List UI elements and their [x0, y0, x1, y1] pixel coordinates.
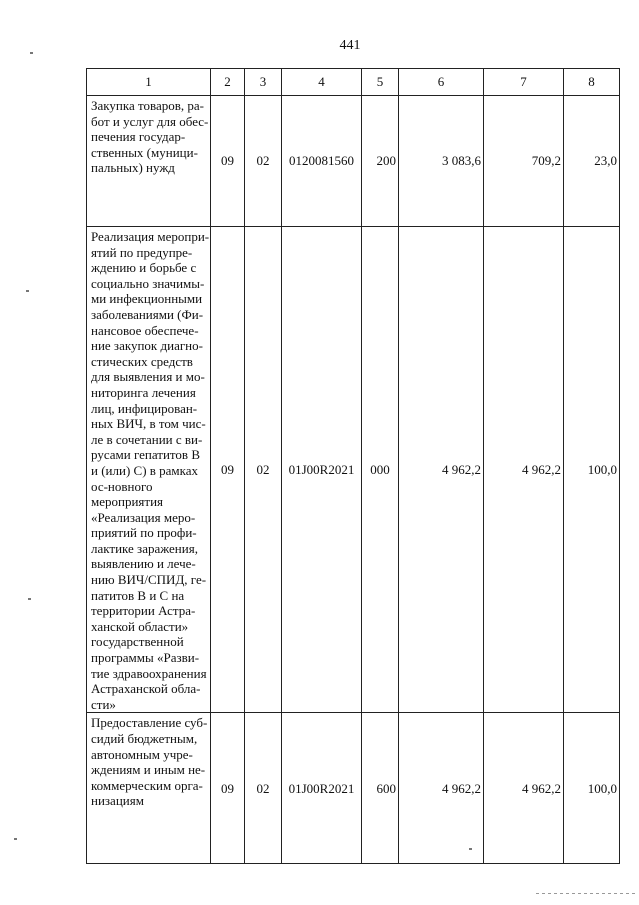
col-header-5: 5 [362, 69, 399, 96]
col-header-3: 3 [245, 69, 282, 96]
scan-speck [28, 598, 31, 600]
col-header-1: 1 [87, 69, 211, 96]
section-cell: 09 [211, 713, 245, 864]
executed-amount-cell: 4 962,2 [484, 713, 564, 864]
executed-amount-cell: 4 962,2 [484, 227, 564, 713]
col-header-4: 4 [282, 69, 362, 96]
percent-cell: 23,0 [564, 96, 620, 227]
percent-cell: 100,0 [564, 713, 620, 864]
header-row [87, 69, 620, 96]
expense-type-cell: 600 [362, 713, 399, 864]
col-header-7: 7 [484, 69, 564, 96]
subsection-cell: 02 [245, 713, 282, 864]
planned-amount-cell: 4 962,2 [399, 227, 484, 713]
scan-line [536, 893, 636, 894]
target-article-cell: 01J00R2021 [282, 713, 362, 864]
page-number: 441 [339, 38, 361, 53]
table-row [87, 96, 620, 227]
expense-type-cell: 000 [362, 227, 399, 713]
subsection-cell: 02 [245, 96, 282, 227]
target-article-cell: 0120081560 [282, 96, 362, 227]
target-article-cell: 01J00R2021 [282, 227, 362, 713]
planned-amount-cell: 3 083,6 [399, 96, 484, 227]
subsection-cell: 02 [245, 227, 282, 713]
col-header-6: 6 [399, 69, 484, 96]
row-name: Реализация меропри-ятий по предупре-ждению и борьбе с социально значимы-ми инфекционными заболеваниями (Фи-нансовое обеспече-ние закупок диагно-стических средств для выявления и мо-ниторинга лечения лиц, инфицирован-ных ВИЧ, в том чис-ле в сочетании с ви-русами гепатитов В и (или) С) в рамках ос-новного мероприятия «Реализация меро-приятий по профи-лактике заражения, выявлению и лече-нию ВИЧ/СПИД, ге-патитов В и С на территории Астра-ханской области» государственной программы «Разви-тие здравоохранения Астраханской обла-сти» [87, 227, 211, 713]
expense-type-cell: 200 [362, 96, 399, 227]
row-name: Закупка товаров, ра-бот и услуг для обес-печения государ-ственных (муници-пальных) нужд [87, 96, 211, 227]
scan-speck [26, 290, 29, 292]
table-row [87, 713, 620, 864]
budget-table [86, 68, 620, 864]
scan-speck [14, 838, 17, 840]
percent-cell: 100,0 [564, 227, 620, 713]
executed-amount-cell: 709,2 [484, 96, 564, 227]
row-name: Предоставление суб-сидий бюджетным, автономным учре-ждениям и иным не-коммерческим орга-низациям [87, 713, 211, 864]
scan-speck [469, 848, 472, 850]
section-cell: 09 [211, 96, 245, 227]
scan-speck [30, 52, 33, 54]
col-header-2: 2 [211, 69, 245, 96]
table-row [87, 227, 620, 713]
section-cell: 09 [211, 227, 245, 713]
col-header-8: 8 [564, 69, 620, 96]
planned-amount-cell: 4 962,2 [399, 713, 484, 864]
